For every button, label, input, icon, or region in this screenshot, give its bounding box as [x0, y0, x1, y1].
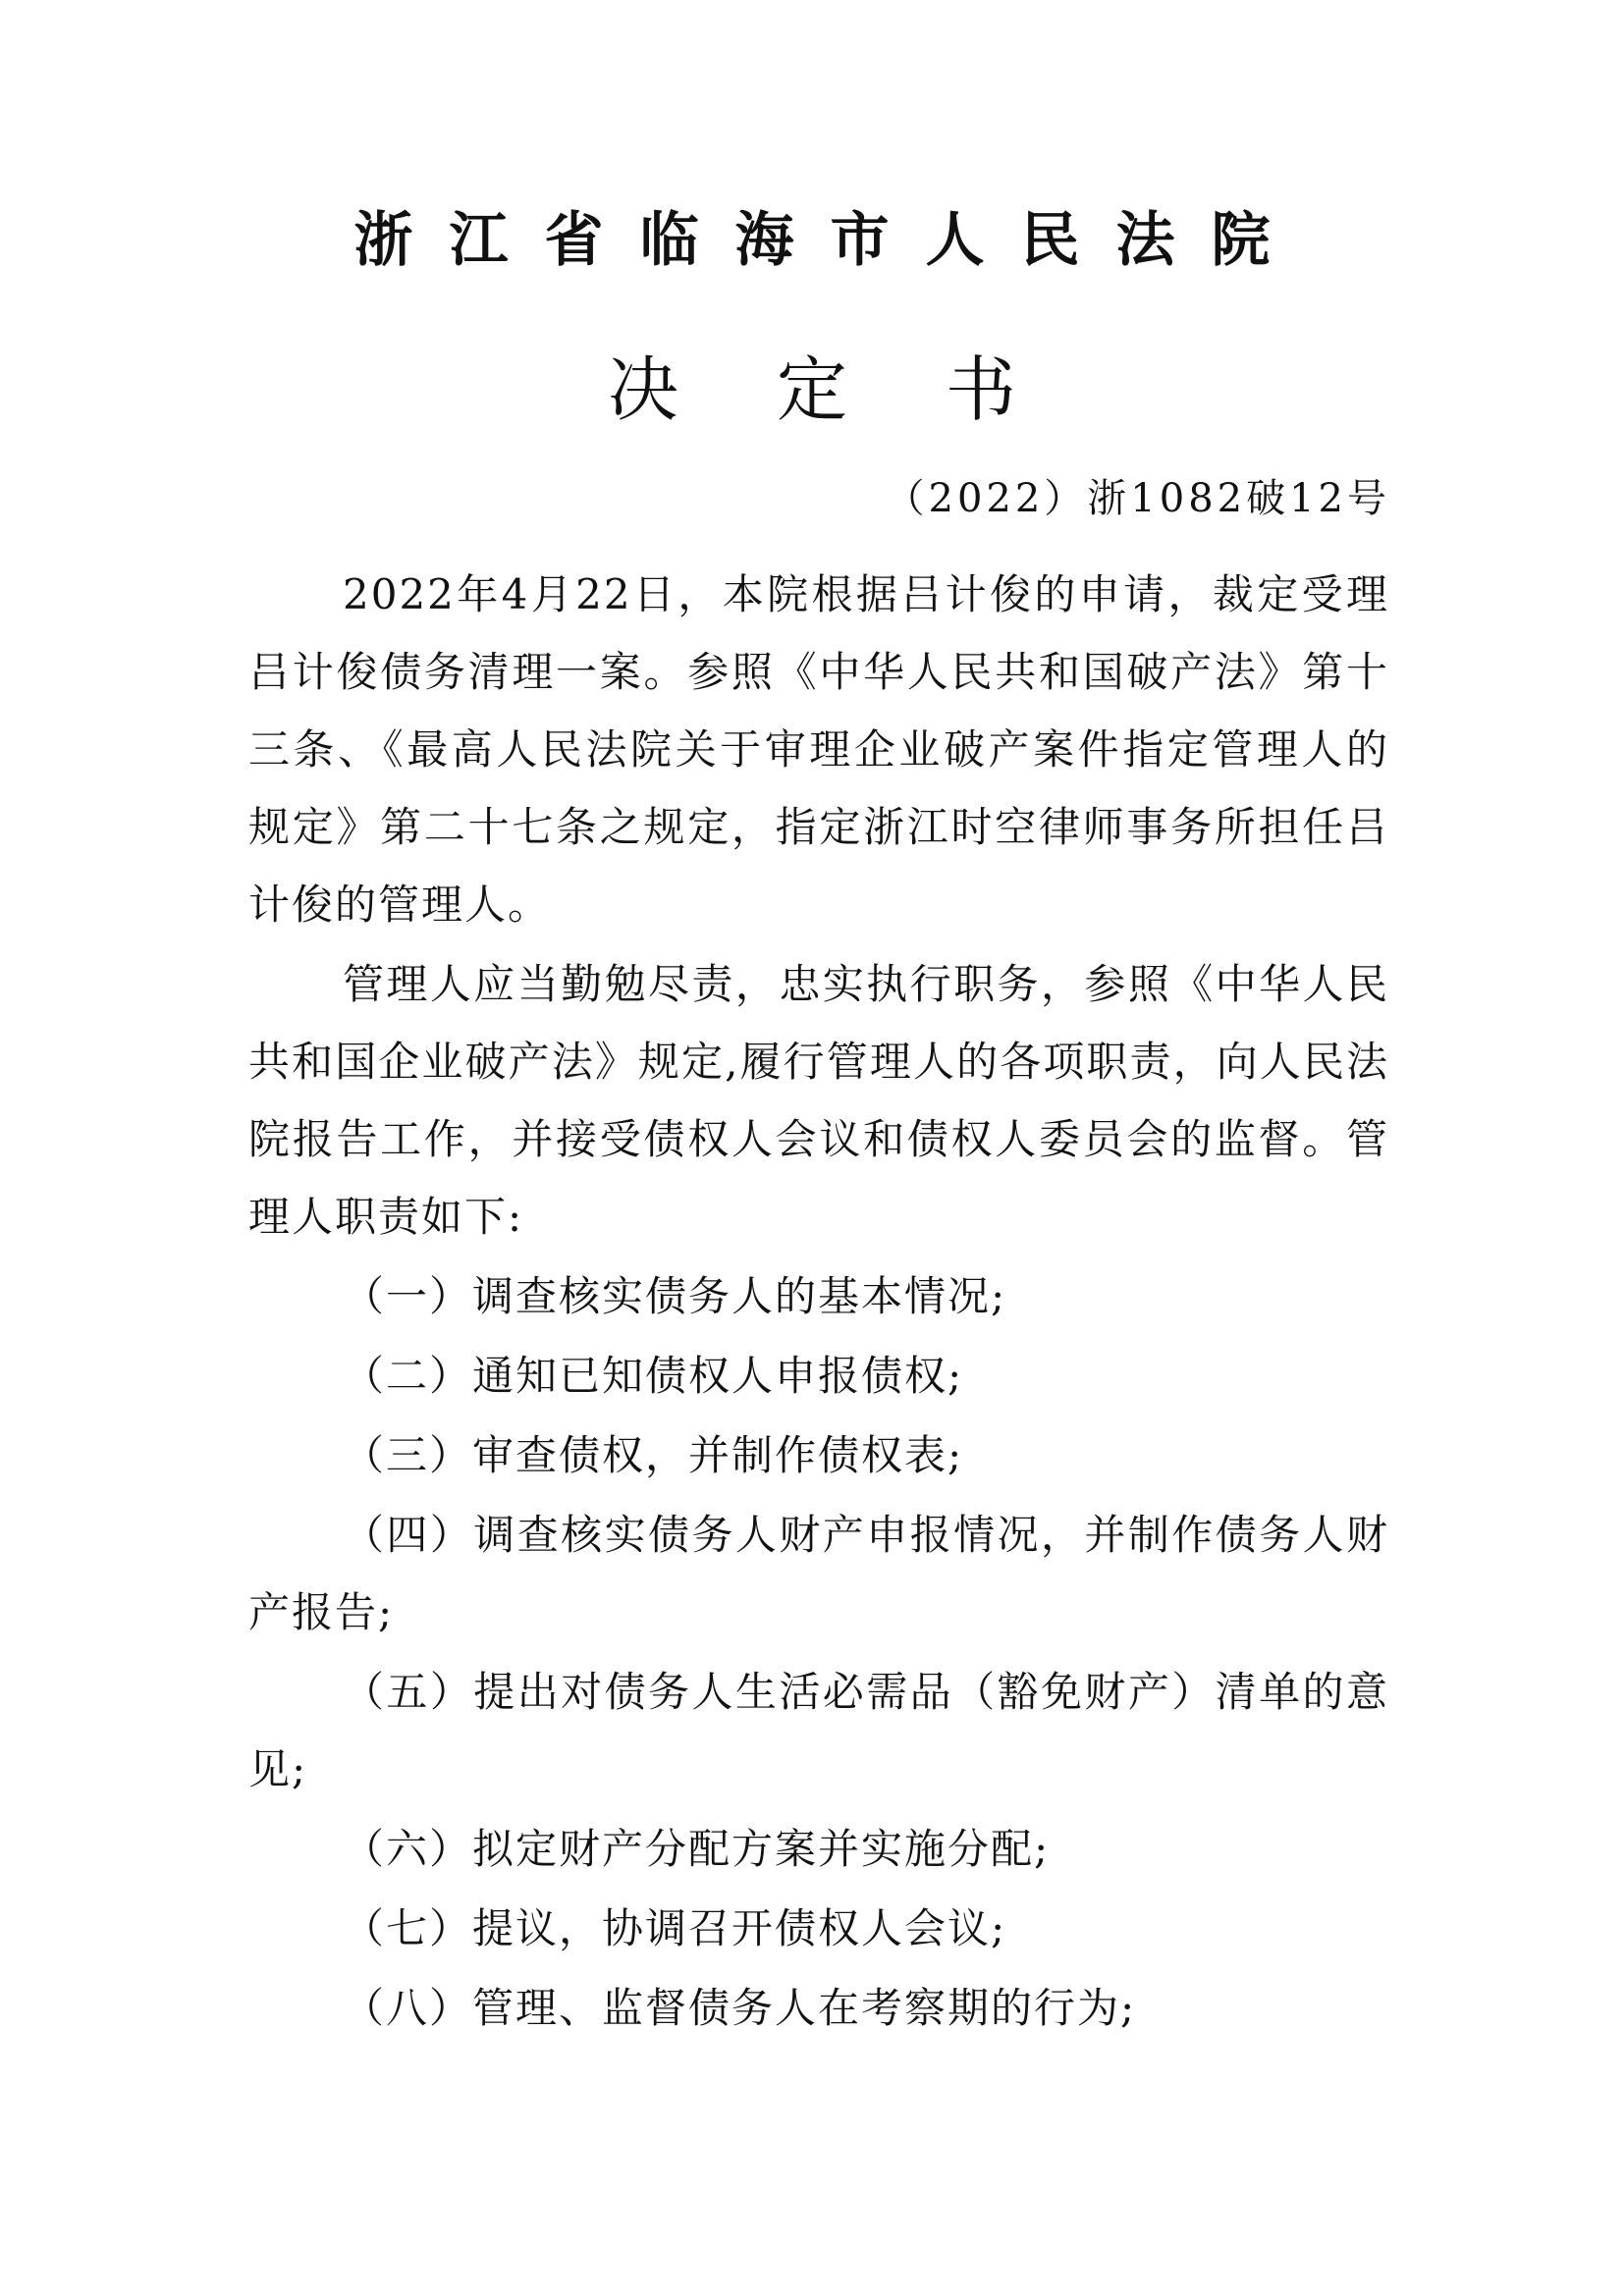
duty-item: （一）调查核实债务人的基本情况; — [343, 1272, 1007, 1320]
court-name-heading: 浙江省临海市人民法院 — [353, 206, 1307, 275]
document-body — [248, 556, 1389, 2049]
duty-item: （八）管理、监督债务人在考察期的行为; — [343, 1984, 1137, 2032]
case-number: （2022）浙1082破12号 — [885, 476, 1390, 521]
paragraph-appointment: 2022年4月22日，本院根据吕计俊的申请，裁定受理吕计俊债务清理一案。参照《中华人民共和国破产法》第十三条、《最高人民法院关于审理企业破产案件指定管理人的规定》第二十七条之规定，指定浙江时空律师事务所担任吕计俊的管理人。 — [248, 570, 1389, 929]
duty-item: （四）调查核实债务人财产申报情况，并制作债务人财产报告; — [248, 1511, 1389, 1636]
duty-item: （六）拟定财产分配方案并实施分配; — [343, 1825, 1051, 1873]
duty-item: （五）提出对债务人生活必需品（豁免财产）清单的意见; — [248, 1668, 1389, 1793]
duty-item: （二）通知已知债权人申报债权; — [343, 1352, 964, 1400]
paragraph-duties-intro: 管理人应当勤勉尽责，忠实执行职务，参照《中华人民共和国企业破产法》规定,履行管理人的各项职责，向人民法院报告工作，并接受债权人会议和债权人委员会的监督。管理人职责如下: — [248, 960, 1389, 1241]
duty-item: （三）审查债权，并制作债权表; — [343, 1431, 964, 1479]
duty-item: （七）提议，协调召开债权人会议; — [343, 1904, 1007, 1952]
document-type-heading: 决定书 — [607, 348, 1114, 431]
